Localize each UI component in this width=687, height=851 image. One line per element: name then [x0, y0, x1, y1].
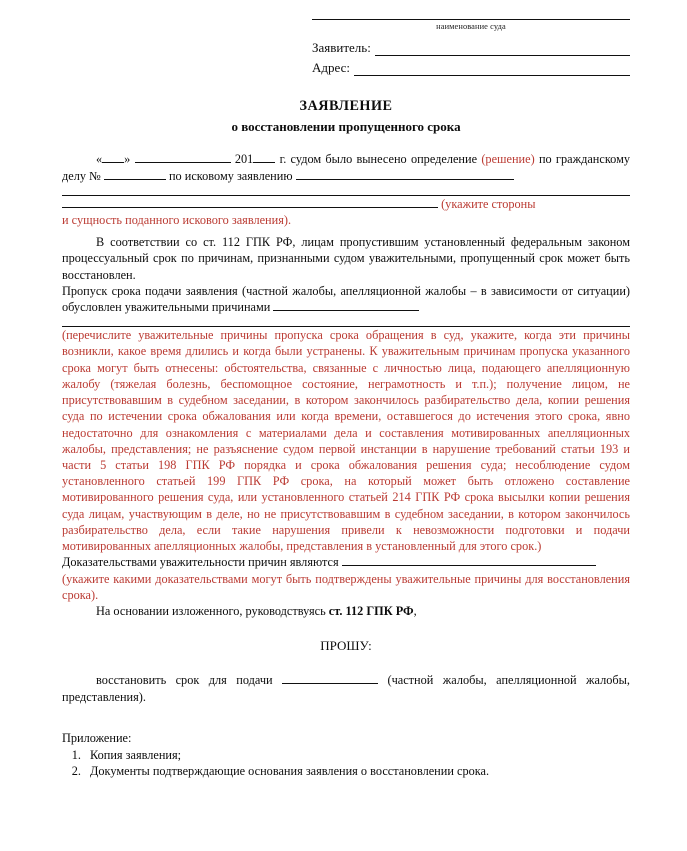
intro-quote-close: »: [124, 152, 131, 167]
claim-input-line-3[interactable]: [62, 196, 438, 208]
month-input-line[interactable]: [135, 151, 231, 163]
basis-paragraph: [62, 603, 630, 619]
intro-note-row: [62, 196, 630, 212]
claim-input-line-2[interactable]: [62, 185, 630, 196]
year-prefix: 201: [234, 152, 254, 167]
address-field-row: [312, 59, 630, 76]
court-header-block: [312, 10, 630, 76]
missed-term-text: Пропуск срока подачи заявления (частной жалобы, апелляционной жалобы – в зависимости от ситуации) обусловлен уважительными причинами: [62, 283, 630, 315]
intro-paragraph: [62, 151, 630, 183]
basis-article-reference: ст. 112 ГПК РФ: [328, 603, 414, 618]
appendix-heading: Приложение:: [62, 730, 132, 745]
intro-after-decision: по гражданскому делу №: [62, 152, 631, 183]
applicant-input-line[interactable]: [375, 43, 630, 56]
page-subtitle: о восстановлении пропущенного срока: [231, 119, 461, 135]
intro-quote-open: «: [96, 152, 103, 167]
article-112-paragraph: В соответствии со ст. 112 ГПК РФ, лицам пропустившим установленный федеральным законом процессуальный срок по причинам, признанными судом уважительными, пропущенный срок может быть восстановлен.: [62, 235, 630, 282]
request-input-line[interactable]: [282, 672, 378, 684]
list-item: 2. Документы подтверждающие основания заявления о восстановлении срока.: [84, 763, 630, 779]
request-lead-text: восстановить срок для подачи: [96, 673, 273, 688]
intro-after-year: г. судом было вынесено определение: [279, 152, 478, 167]
intro-red-note-1: (укажите стороны: [441, 196, 536, 211]
request-tail-text: (частной жалобы, апелляционной жалобы, представления).: [62, 673, 630, 704]
applicant-label: Заявитель:: [312, 40, 371, 56]
evidence-lead-text: Доказательствами уважительности причин являются: [62, 555, 339, 570]
year-input-line[interactable]: [253, 151, 275, 163]
applicant-field-row: [312, 39, 630, 56]
day-input-line[interactable]: [102, 151, 124, 163]
list-item: 1. Копия заявления;: [84, 747, 630, 763]
intro-claim-text: по исковому заявлению: [168, 168, 293, 183]
basis-prefix: На основании изложенного, руководствуясь: [96, 603, 326, 618]
evidence-red-note: (укажите какими доказательствами могут быть подтверждены уважительные причины для восстановления срока).: [62, 571, 630, 602]
case-number-input-line[interactable]: [104, 168, 166, 180]
page-title: ЗАЯВЛЕНИЕ: [299, 98, 393, 115]
address-label: Адрес:: [312, 60, 350, 76]
evidence-input-line[interactable]: [342, 554, 596, 566]
basis-suffix: ,: [413, 603, 417, 618]
red-reasons-block: (перечислите уважительные причины пропуска срока обращения в суд, укажите, когда эти причины возникли, какое время длились и когда были устранены. К уважительным причинам пропуска указанного срока могут быть отнесены: обстоятельства, связанные с личностью лица, подающего апелляционную жалобу (тяжелая болезнь, беспомощное состояние, неграмотность и т.п.); получение лицом, не присутствовавшим в судебном заседании, в котором закончилось разбирательство дела, копии решения суда по истечении срока обжалования или когда времени, оставшегося до истечения этого срока, явно недостаточно для ознакомления с материалами дела и составления мотивированных апелляционных жалобы, представления; не разъяснение судом первой инстанции в нарушение требований статьи 193 и части 5 статьи 198 ГПК РФ порядка и срока обжалования решения суда; несоблюдение судом установленного статьей 199 ГПК РФ срока, на который может быть отложено составление мотивированного решения суда, или установленного статьей 214 ГПК РФ срока высылки копии решения суда лицам, участвующим в деле, но не присутствовавшим в судебном заседании, в котором закончилось разбирательство дела, если такие нарушения привели к невозможности подготовки и подачи мотивированных апелляционных жалобы, представления в установленный для этого срок.): [62, 328, 630, 554]
reasons-input-line-2[interactable]: [62, 316, 630, 327]
decision-word-red: (решение): [481, 152, 535, 167]
evidence-paragraph: [62, 554, 630, 570]
reasons-input-line-1[interactable]: [273, 299, 419, 311]
missed-term-paragraph: [62, 283, 630, 315]
request-paragraph: [62, 672, 630, 704]
address-input-line[interactable]: [354, 63, 630, 76]
court-name-caption: наименование суда: [436, 22, 506, 31]
document-title-area: [62, 97, 630, 135]
claim-input-line-1[interactable]: [296, 168, 514, 180]
court-name-underline[interactable]: [312, 14, 630, 20]
intro-red-note-2: и сущность поданного искового заявления).: [62, 212, 292, 227]
appendix-list: [62, 747, 630, 779]
request-heading: ПРОШУ:: [320, 638, 372, 654]
